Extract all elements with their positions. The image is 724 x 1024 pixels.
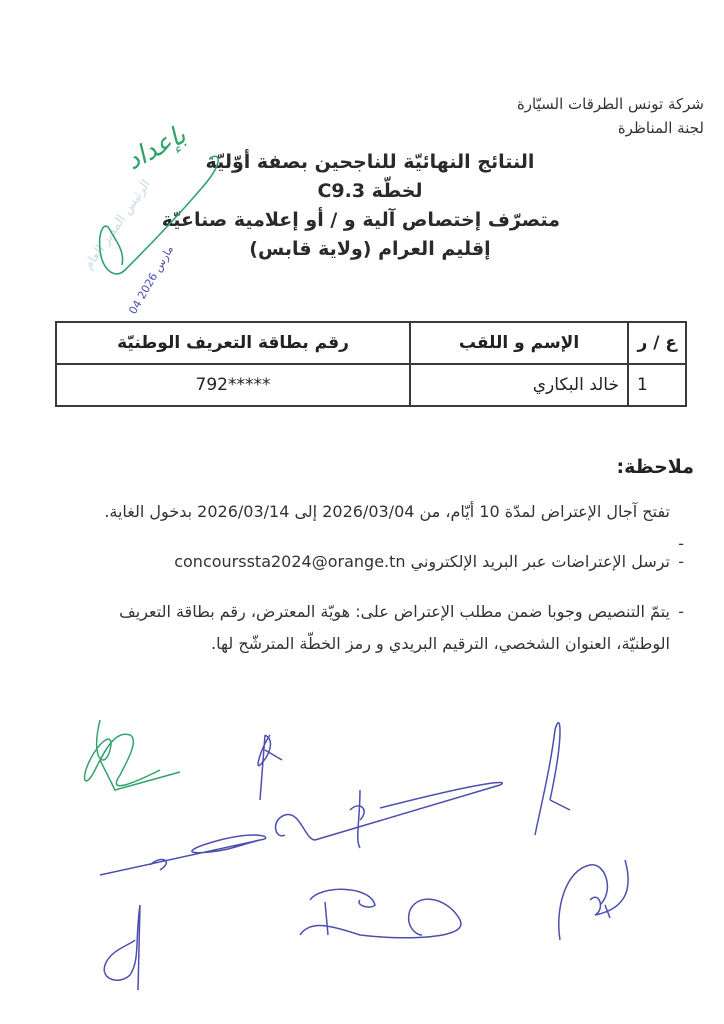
handwritten-note: بإعداد — [121, 120, 192, 177]
cell-num: 1 — [628, 364, 686, 406]
signature-3 — [276, 782, 503, 848]
note-dash: - — [678, 534, 684, 553]
note-text: يتمّ التنصيص وجوبا ضمن مطلب الإعتراض على: هويّة المعترض، رقم بطاقة التعريف الوطنيّة، العنوان الشخصي، الترقيم البريدي و رمز الخطّة المترشّح لها. — [119, 602, 670, 653]
note-dash: - — [678, 602, 684, 621]
notes-list — [70, 496, 684, 678]
title-line-3: متصرّف إختصاص آلية و / أو إعلامية صناعيّة — [161, 209, 560, 231]
organization-header — [517, 92, 704, 140]
title-line-1: النتائج النهائيّة للناجحين بصفة أوّليّة — [205, 151, 535, 173]
title-line-2: لخطّة C9.3 — [317, 180, 423, 202]
header-name: الإسم و اللقب — [410, 322, 628, 364]
header-id: رقم بطاقة التعريف الوطنيّة — [56, 322, 410, 364]
email-link[interactable]: concourssta2024@orange.tn — [174, 552, 406, 571]
signature-8 — [559, 860, 628, 940]
note-text: ترسل الإعتراضات عبر البريد الإلكتروني — [410, 552, 670, 571]
table-header-row — [56, 322, 686, 364]
signature-5 — [100, 835, 266, 875]
header-num: ع / ر — [628, 322, 686, 364]
cell-name: خالد البكاري — [410, 364, 628, 406]
note-item — [70, 496, 684, 553]
signature-7 — [300, 889, 461, 937]
signature-2 — [258, 735, 282, 800]
signature-6 — [104, 905, 140, 990]
date-stamp: 04 مارس 2026 — [126, 243, 177, 317]
signatures — [60, 690, 710, 1010]
stamp-text-graphic — [81, 177, 154, 272]
table-row — [56, 364, 686, 406]
signature-1 — [85, 720, 180, 790]
cell-id: *****792 — [56, 364, 410, 406]
organization-name: شركة تونس الطرقات السيّارة — [516, 95, 704, 113]
note-dash: - — [678, 552, 684, 571]
committee-name: لجنة المناظرة — [617, 119, 704, 137]
stamp-text: الرئيس المدير العام — [80, 177, 154, 273]
note-item — [70, 546, 684, 578]
results-table — [55, 321, 687, 407]
note-text: تفتح آجال الإعتراض لمدّة 10 أيّام، من 2026/03/04 إلى 2026/03/14 بدخول الغاية. — [104, 502, 670, 521]
title-line-4: إقليم العرام (ولاية قابس) — [249, 238, 491, 260]
approval-stamp — [60, 90, 260, 320]
date-stamp-graphic — [126, 243, 176, 316]
signature-4 — [535, 723, 570, 835]
note-item — [70, 596, 684, 660]
handwritten-note-graphic — [121, 120, 191, 176]
notes-title: ملاحظة: — [616, 456, 694, 478]
